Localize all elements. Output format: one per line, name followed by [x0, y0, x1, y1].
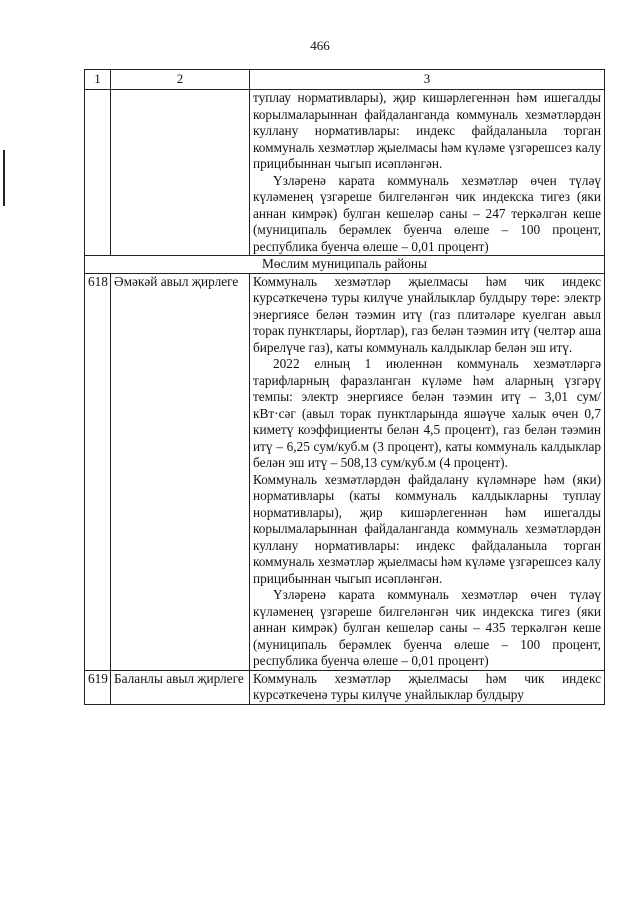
row-number: 618	[85, 273, 111, 670]
row-content-cell	[250, 273, 605, 670]
section-row	[85, 256, 605, 274]
header-col-1: 1	[85, 70, 111, 90]
content-paragraph: Үзләренә карата коммуналь хезмәтләр өчен түләү күләменең үзгәреше билгеләнгән чик индекска тигез (яки аннан кимрәк) булган кешеләр саны – 435 теркәлгән кеше (муниципаль берәмлек буенча өлеше – 100 процент, республика буенча өлеше – 0,01 процент)	[253, 587, 601, 668]
content-paragraph: туплау нормативлары), җир кишәрлегеннән һәм ишегалды корылмаларыннан файдаланганда коммуналь хезмәтләрдән куллану нормативлары: индекс файдаланыла торган коммуналь хезмәтләр җыелмасы һәм күләме үзгәрешсез калу прицибыннан чыгып исәпләнгән.	[253, 90, 601, 171]
content-paragraph: 2022 елның 1 июленнән коммуналь хезмәтләргә тарифларның фаразланган күләме һәм аларның үзгәрү темпы: электр энергиясе белән тәэмин итү – 3,01 сум/кВт·сәг (авыл торак пунктларында яшәүче халык өчен 0,7 киметү коэффициенты белән 4,5 процент), газ белән тәэмин итү – 6,25 сум/куб.м (3 процент), каты коммуналь калдыклар белән эш итү – 508,13 сум/куб.м (4 процент).	[253, 356, 601, 470]
row-content-cell	[250, 670, 605, 704]
content-paragraph: Коммуналь хезмәтләрдән файдалану күләмнәре һәм (яки) нормативлары (каты коммуналь калдыкларны туплау нормативлары), җир кишәрлегеннән һәм ишегалды корылмаларыннан файдаланганда коммуналь хезмәтләрдән куллану нормативлары: индекс файдаланыла торган коммуналь хезмәтләр җыелмасы һәм күләме үзгәрешсез калу прицибыннан чыгып исәпләнгән.	[253, 471, 601, 586]
content-paragraph: Үзләренә карата коммуналь хезмәтләр өчен түләү күләменең үзгәреше билгеләнгән чик индекска тигез (яки аннан кимрәк) булган кешеләр саны – 247 теркәлгән кеше (муниципаль берәмлек буенча өлеше – 100 процент, республика буенча өлеше – 0,01 процент)	[253, 172, 601, 254]
scan-edge-mark	[3, 150, 5, 206]
row-number: 619	[85, 670, 111, 704]
header-col-3: 3	[250, 70, 605, 90]
row-name-cell	[111, 90, 250, 256]
page-number: 466	[310, 38, 330, 53]
table-row	[85, 273, 605, 670]
section-title: Мөслим муниципаль районы	[85, 256, 605, 274]
row-name: Әмәкәй авыл җирлеге	[111, 273, 250, 670]
document-table	[84, 69, 605, 705]
table-row	[85, 670, 605, 704]
row-content-cell	[250, 90, 605, 256]
content-paragraph: Коммуналь хезмәтләр җыелмасы һәм чик индекс курсәткеченә туры килүче унайлыклар булдыру төре: электр энергиясе белән тәэмин итү (газ плитәләре куелган авыл торак пунктлары, йортлар), газ белән тәэмин итү (челтәр аша бирелүче газ), каты коммуналь калдыклар белән эш итү.	[253, 273, 601, 355]
table-row-continued	[85, 90, 605, 256]
content-paragraph: Коммуналь хезмәтләр җыелмасы һәм чик индекс курсәткеченә туры килүче унайлыклар булдыру	[253, 670, 601, 702]
row-number-cell	[85, 90, 111, 256]
table-header-row	[85, 70, 605, 90]
row-name: Баланлы авыл җирлеге	[111, 670, 250, 704]
header-col-2: 2	[111, 70, 250, 90]
